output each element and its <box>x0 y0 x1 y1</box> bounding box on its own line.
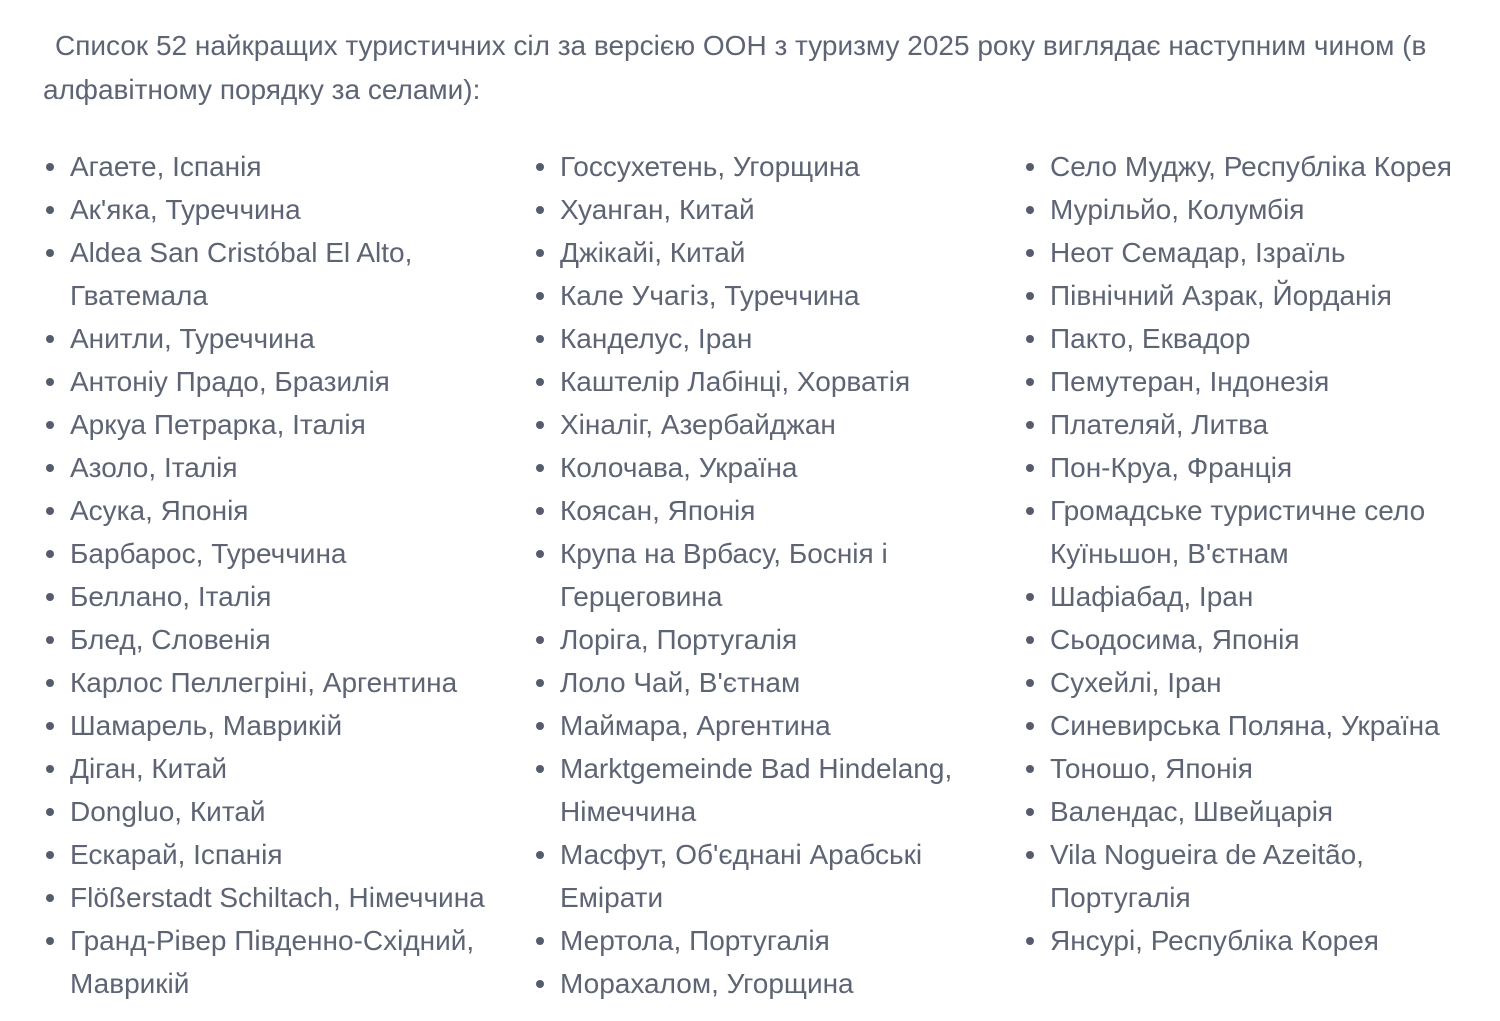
list-item: Північний Азрак, Йорданія <box>1023 274 1493 317</box>
list-item: Каштелір Лабінці, Хорватія <box>533 360 1003 403</box>
list-item: Коясан, Японія <box>533 489 1003 532</box>
list-item: Marktgemeinde Bad Hindelang, Німеччина <box>533 747 1003 833</box>
list-item: Діган, Китай <box>43 747 513 790</box>
list-item: Агаете, Іспанія <box>43 145 513 188</box>
list-item: Янсурі, Республіка Корея <box>1023 919 1493 962</box>
list-item: Aldea San Cristóbal El Alto, Гватемала <box>43 231 513 317</box>
list-item: Маймара, Аргентина <box>533 704 1003 747</box>
list-item: Беллано, Італія <box>43 575 513 618</box>
list-item: Ак'яка, Туреччина <box>43 188 513 231</box>
list-item: Лоріга, Португалія <box>533 618 1003 661</box>
list-item: Ескарай, Іспанія <box>43 833 513 876</box>
list-item: Шафіабад, Іран <box>1023 575 1493 618</box>
list-item: Vila Nogueira de Azeitão, Португалія <box>1023 833 1493 919</box>
list-item: Масфут, Об'єднані Арабські Емірати <box>533 833 1003 919</box>
list-item: Морахалом, Угорщина <box>533 962 1003 1005</box>
list-item: Хіналіг, Азербайджан <box>533 403 1003 446</box>
intro-paragraph: Список 52 найкращих туристичних сіл за версією ООН з туризму 2025 року виглядає наступним чином (в алфавітному порядку за селами): <box>43 30 1427 105</box>
list-item: Сухейлі, Іран <box>1023 661 1493 704</box>
list-item: Лоло Чай, В'єтнам <box>533 661 1003 704</box>
list-item: Шамарель, Маврикій <box>43 704 513 747</box>
list-item: Тоношо, Японія <box>1023 747 1493 790</box>
list-item: Азоло, Італія <box>43 446 513 489</box>
list-item: Канделус, Іран <box>533 317 1003 360</box>
list-item: Карлос Пеллегріні, Аргентина <box>43 661 513 704</box>
list-item: Пон-Круа, Франція <box>1023 446 1493 489</box>
list-item: Анитли, Туреччина <box>43 317 513 360</box>
list-item: Валендас, Швейцарія <box>1023 790 1493 833</box>
list-item: Мертола, Португалія <box>533 919 1003 962</box>
list-item: Село Муджу, Республіка Корея <box>1023 145 1493 188</box>
list-item: Мурільйо, Колумбія <box>1023 188 1493 231</box>
list-item: Плателяй, Литва <box>1023 403 1493 446</box>
list-item: Блед, Словенія <box>43 618 513 661</box>
village-column-3 <box>1023 145 1493 962</box>
list-item: Колочава, Україна <box>533 446 1003 489</box>
list-item: Аркуа Петрарка, Італія <box>43 403 513 446</box>
list-item: Антоніу Прадо, Бразилія <box>43 360 513 403</box>
list-item: Dongluo, Китай <box>43 790 513 833</box>
list-item: Асука, Японія <box>43 489 513 532</box>
village-column-2 <box>533 145 1003 1005</box>
list-item: Пемутеран, Індонезія <box>1023 360 1493 403</box>
list-item: Пакто, Еквадор <box>1023 317 1493 360</box>
list-item: Барбарос, Туреччина <box>43 532 513 575</box>
list-item: Крупа на Врбасу, Боснія і Герцеговина <box>533 532 1003 618</box>
list-item: Синевирська Поляна, Україна <box>1023 704 1493 747</box>
village-list <box>43 145 1460 1005</box>
list-item: Кале Учагіз, Туреччина <box>533 274 1003 317</box>
list-item: Громадське туристичне село Куїньшон, В'єтнам <box>1023 489 1493 575</box>
list-item: Хуанган, Китай <box>533 188 1003 231</box>
list-item: Госсухетень, Угорщина <box>533 145 1003 188</box>
list-item: Flößerstadt Schiltach, Німеччина <box>43 876 513 919</box>
list-item: Неот Семадар, Ізраїль <box>1023 231 1493 274</box>
list-item: Джікайі, Китай <box>533 231 1003 274</box>
list-item: Гранд-Рівер Південно-Східний, Маврикій <box>43 919 513 1005</box>
list-item: Сьодосима, Японія <box>1023 618 1493 661</box>
village-column-1 <box>43 145 513 1005</box>
